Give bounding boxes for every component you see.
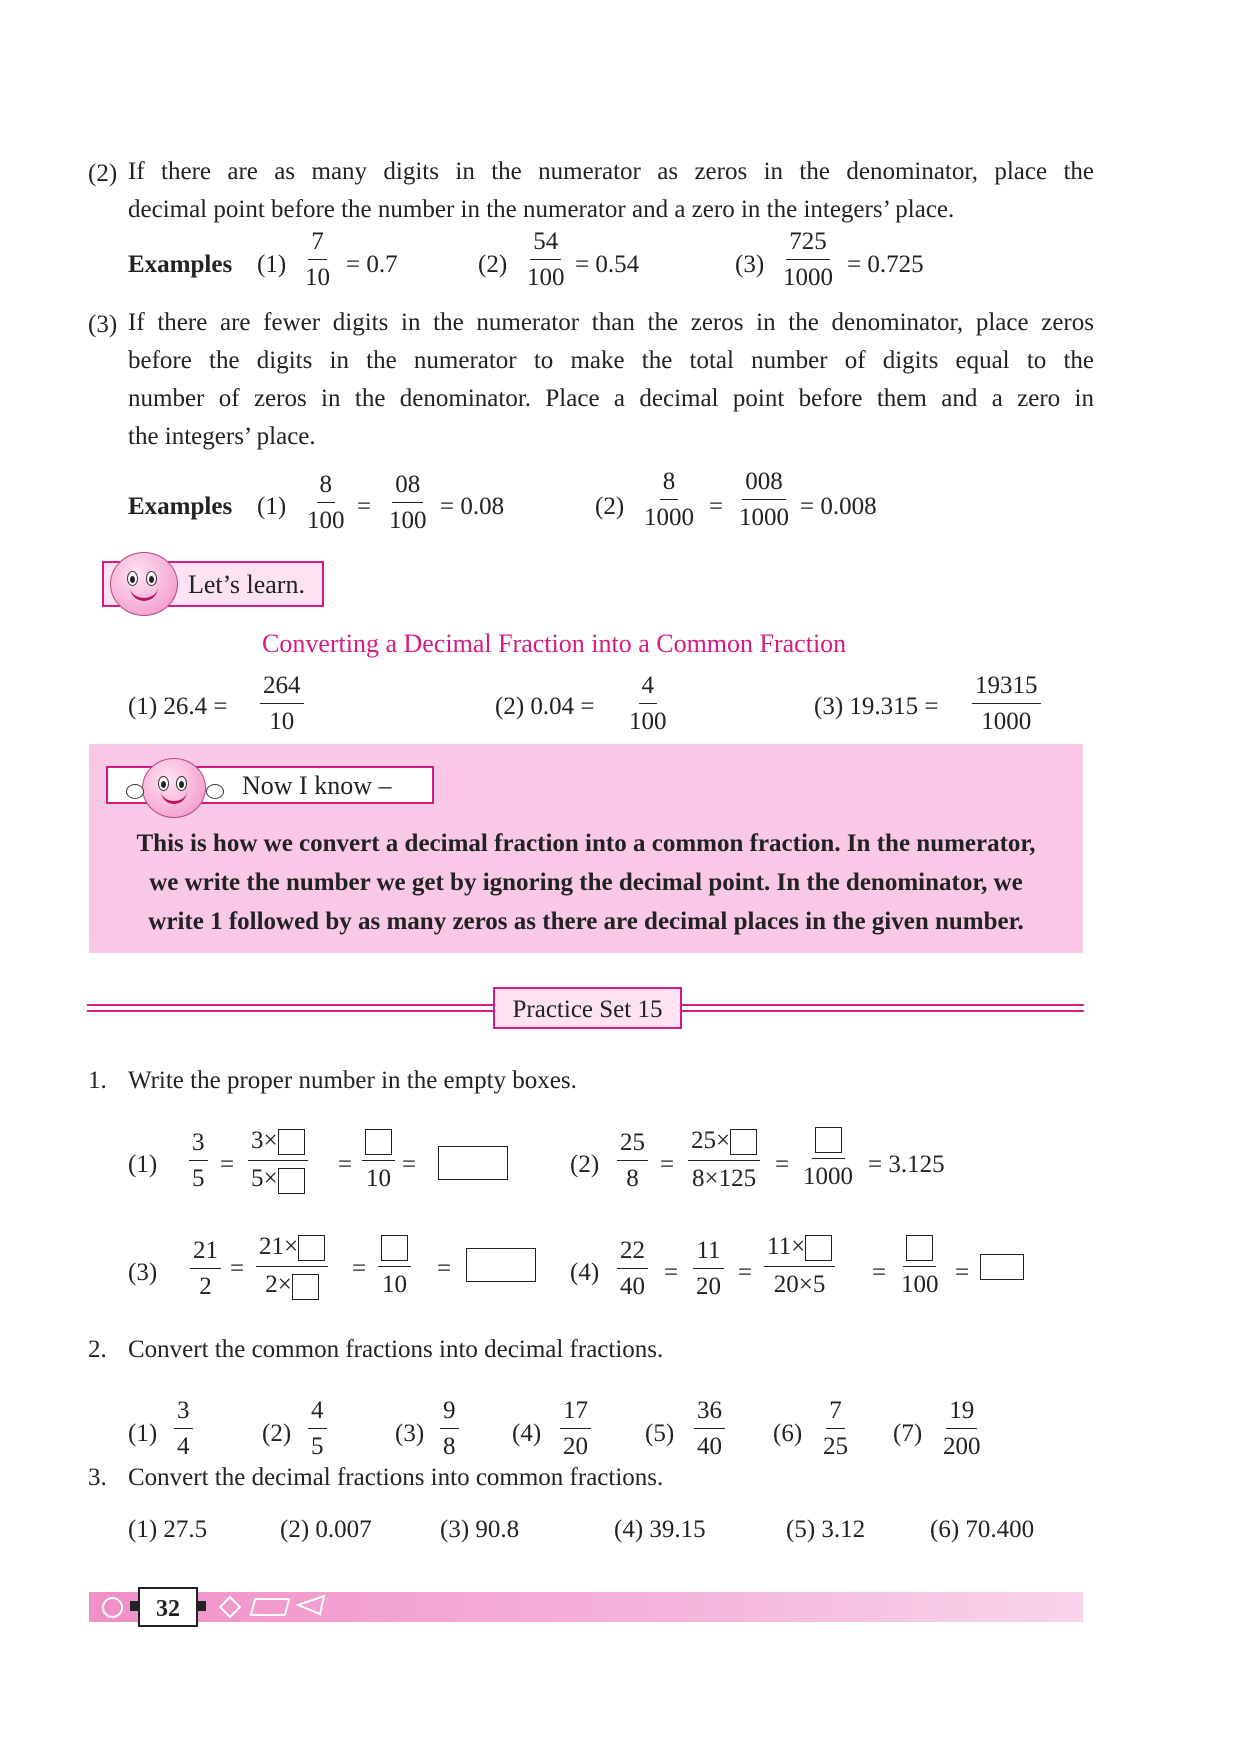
answer-box[interactable] — [730, 1129, 757, 1155]
denominator: 200 — [943, 1433, 981, 1460]
q3-number: 3. — [88, 1464, 107, 1491]
denominator: 10 — [305, 264, 330, 291]
q1-part2-fraction-a — [617, 1130, 648, 1191]
now-i-know-line2: we write the number we get by ignoring the decimal point. In the denominator, we — [149, 869, 1023, 896]
q1-part4-fraction-b — [693, 1238, 724, 1299]
answer-box[interactable] — [381, 1235, 408, 1261]
practice-rule-left — [87, 1004, 493, 1012]
q2-item-label: (1) — [128, 1420, 158, 1447]
rule3-ex1-label: (1) — [257, 493, 287, 520]
rule2-line1: If there are as many digits in the numerator as zeros in the denominator, place the — [128, 158, 1094, 185]
q2-item-fraction — [560, 1398, 591, 1459]
denominator: 1000 — [644, 504, 694, 531]
equals-sign: = — [955, 1259, 970, 1286]
q3-item: (1) 27.5 — [128, 1516, 208, 1543]
numerator: 9 — [440, 1398, 459, 1429]
q2-item-fraction — [174, 1398, 193, 1459]
numerator: 3× — [251, 1127, 278, 1154]
denominator: 5× — [251, 1165, 278, 1193]
q2-item-fraction — [308, 1398, 327, 1459]
smiley-face-icon — [110, 552, 178, 616]
q1-part2-label: (2) — [570, 1151, 600, 1178]
numerator: 7 — [308, 229, 327, 260]
equals-sign: = — [709, 493, 724, 520]
rule2-ex3-label: (3) — [735, 251, 765, 278]
now-i-know-label: Now I know – — [242, 771, 392, 800]
denominator: 1000 — [981, 708, 1032, 735]
q1-part4-fraction-c — [764, 1234, 835, 1297]
denominator: 25 — [823, 1433, 848, 1460]
equals-sign: = — [660, 1151, 675, 1178]
rule2-ex1-result: = 0.7 — [346, 251, 398, 278]
denominator: 100 — [389, 507, 427, 534]
q1-part4-fraction-d — [898, 1234, 942, 1297]
numerator: 008 — [742, 469, 786, 500]
numerator: 7 — [826, 1398, 845, 1429]
rule2-ex1-fraction — [302, 229, 333, 290]
q1-number: 1. — [88, 1067, 107, 1094]
numerator: 19 — [946, 1398, 977, 1429]
rule2-number: (2) — [88, 160, 118, 187]
convert-item-3-fraction — [972, 673, 1041, 734]
lets-learn-label: Let’s learn. — [188, 570, 305, 599]
q3-item: (2) 0.007 — [280, 1516, 372, 1543]
denominator: 5 — [311, 1433, 324, 1460]
page-number: 32 — [156, 1596, 180, 1622]
denominator: 4 — [177, 1433, 190, 1460]
numerator: 19315 — [972, 673, 1041, 704]
rule3-ex2-label: (2) — [595, 493, 625, 520]
numerator: 21 — [190, 1238, 221, 1269]
numerator: 3 — [189, 1130, 208, 1161]
q2-number: 2. — [88, 1336, 107, 1363]
denominator: 5 — [192, 1165, 205, 1192]
rule2-ex2-label: (2) — [478, 251, 508, 278]
answer-box[interactable] — [278, 1168, 305, 1194]
rule3-ex2-result: = 0.008 — [800, 493, 877, 520]
q1-part3-fraction-c — [378, 1234, 411, 1297]
denominator: 100 — [307, 507, 345, 534]
q2-item-label: (2) — [262, 1420, 292, 1447]
q2-item-label: (3) — [395, 1420, 425, 1447]
equals-sign: = — [738, 1259, 753, 1286]
q2-item-fraction — [940, 1398, 984, 1459]
equals-sign: = — [872, 1259, 887, 1286]
answer-box[interactable] — [292, 1274, 319, 1300]
q1-part3-fraction-b — [256, 1234, 328, 1300]
rule2-ex2-result: = 0.54 — [575, 251, 640, 278]
denominator: 1000 — [783, 264, 833, 291]
q2-item-label: (7) — [893, 1420, 923, 1447]
q2-text: Convert the common fractions into decimal fractions. — [128, 1336, 664, 1363]
equals-sign: = — [220, 1151, 235, 1178]
equals-sign: = — [352, 1255, 367, 1282]
rule2-ex2-fraction — [524, 229, 568, 290]
practice-set-title: Practice Set 15 — [512, 996, 663, 1023]
denominator: 2 — [199, 1273, 212, 1300]
q1-text: Write the proper number in the empty boxes. — [128, 1067, 577, 1094]
numerator: 264 — [260, 673, 304, 704]
equals-sign: = — [402, 1151, 417, 1178]
convert-item-1-label: (1) 26.4 = — [128, 693, 228, 720]
rule3-line2: before the digits in the numerator to make the total number of digits equal to the — [128, 347, 1094, 374]
denominator: 20×5 — [773, 1271, 826, 1299]
denominator: 20 — [563, 1433, 588, 1460]
answer-box[interactable] — [906, 1235, 933, 1261]
now-i-know-line3: write 1 followed by as many zeros as there are decimal places in the given number. — [148, 908, 1024, 935]
q1-part2-fraction-b — [688, 1128, 760, 1191]
q1-part1-label: (1) — [128, 1151, 158, 1178]
rule2-ex1-label: (1) — [257, 251, 287, 278]
numerator: 21× — [259, 1233, 299, 1260]
q2-item-label: (4) — [512, 1420, 542, 1447]
now-i-know-line1: This is how we convert a decimal fraction into a common fraction. In the numerator, — [136, 830, 1036, 857]
denominator: 8 — [443, 1433, 456, 1460]
denominator: 10 — [366, 1165, 391, 1193]
rule2-ex3-result: = 0.725 — [847, 251, 924, 278]
denominator: 20 — [696, 1273, 721, 1300]
q3-item: (5) 3.12 — [786, 1516, 866, 1543]
equals-sign: = — [338, 1151, 353, 1178]
q2-item-fraction — [820, 1398, 851, 1459]
equals-sign: = — [775, 1151, 790, 1178]
rule3-number: (3) — [88, 311, 118, 338]
denominator: 8×125 — [692, 1165, 757, 1193]
parallelogram-shape-icon — [250, 1598, 291, 1616]
q1-part1-fraction-c — [362, 1128, 395, 1191]
equals-sign: = — [357, 493, 372, 520]
answer-box[interactable] — [815, 1127, 842, 1153]
q3-item: (4) 39.15 — [614, 1516, 706, 1543]
numerator: 36 — [694, 1398, 725, 1429]
numerator: 25× — [691, 1127, 731, 1154]
numerator: 22 — [617, 1238, 648, 1269]
denominator: 100 — [901, 1271, 939, 1299]
numerator: 8 — [317, 472, 336, 503]
smiley-face-waving-icon — [142, 758, 206, 818]
equals-sign: = — [664, 1259, 679, 1286]
q1-part4-fraction-a — [617, 1238, 648, 1299]
rule3-line3: number of zeros in the denominator. Place a decimal point before them and a zero in — [128, 385, 1094, 412]
q3-text: Convert the decimal fractions into common fractions. — [128, 1464, 664, 1491]
rule3-line1: If there are fewer digits in the numerator than the zeros in the denominator, place zeros — [128, 309, 1094, 336]
numerator: 11× — [767, 1233, 806, 1260]
numerator: 725 — [786, 229, 830, 260]
denominator: 100 — [629, 708, 667, 735]
right-hand-icon — [206, 784, 224, 799]
q1-part1-fraction-a — [189, 1130, 208, 1191]
denominator: 100 — [527, 264, 565, 291]
section-heading: Converting a Decimal Fraction into a Common Fraction — [262, 629, 847, 658]
denominator: 1000 — [739, 504, 789, 531]
q1-part4-label: (4) — [570, 1259, 600, 1286]
rule3-ex1-fraction-a — [304, 472, 348, 533]
answer-box[interactable] — [298, 1235, 325, 1261]
square-bullet-left — [130, 1601, 138, 1611]
denominator: 2× — [265, 1271, 292, 1299]
rule3-examples-label: Examples — [128, 493, 233, 520]
convert-item-2-label: (2) 0.04 = — [495, 693, 595, 720]
denominator: 40 — [697, 1433, 722, 1460]
numerator: 08 — [392, 472, 423, 503]
q1-part2-result: = 3.125 — [868, 1151, 945, 1178]
numerator: 17 — [560, 1398, 591, 1429]
rule2-line2: decimal point before the number in the numerator and a zero in the integers’ place. — [128, 196, 955, 223]
q2-item-fraction — [440, 1398, 459, 1459]
rule3-ex2-fraction-a — [641, 469, 697, 530]
equals-sign: = — [230, 1255, 245, 1282]
numerator: 8 — [660, 469, 679, 500]
denominator: 40 — [620, 1273, 645, 1300]
denominator: 8 — [626, 1165, 639, 1192]
convert-item-2-fraction — [626, 673, 670, 734]
numerator: 11 — [693, 1238, 723, 1269]
square-bullet-right — [198, 1601, 206, 1611]
answer-box-wide[interactable] — [438, 1146, 508, 1180]
q3-item: (3) 90.8 — [440, 1516, 520, 1543]
answer-box-wide[interactable] — [466, 1248, 536, 1282]
numerator: 54 — [530, 229, 561, 260]
convert-item-3-label: (3) 19.315 = — [814, 693, 939, 720]
answer-box[interactable] — [805, 1235, 832, 1261]
rule3-ex2-fraction-b — [736, 469, 792, 530]
answer-box[interactable] — [278, 1129, 305, 1155]
q2-item-label: (5) — [645, 1420, 675, 1447]
numerator: 4 — [308, 1398, 327, 1429]
q1-part1-fraction-b — [248, 1128, 308, 1194]
answer-box-wide[interactable] — [980, 1254, 1024, 1280]
q1-part3-label: (3) — [128, 1259, 158, 1286]
q1-part2-fraction-c — [800, 1126, 856, 1189]
denominator: 10 — [382, 1271, 407, 1299]
q2-item-label: (6) — [773, 1420, 803, 1447]
q3-item: (6) 70.400 — [930, 1516, 1035, 1543]
answer-box[interactable] — [365, 1129, 392, 1155]
numerator: 25 — [617, 1130, 648, 1161]
numerator: 3 — [174, 1398, 193, 1429]
practice-rule-right — [682, 1004, 1084, 1012]
equals-sign: = — [437, 1255, 452, 1282]
triangle-shape-icon — [296, 1594, 326, 1623]
denominator: 10 — [269, 708, 295, 735]
rule2-examples-label: Examples — [128, 251, 233, 278]
denominator: 1000 — [803, 1163, 853, 1191]
rule2-ex3-fraction — [780, 229, 836, 290]
left-hand-icon — [126, 784, 144, 799]
q1-part3-fraction-a — [190, 1238, 221, 1299]
convert-item-1-fraction — [260, 673, 304, 734]
q2-item-fraction — [694, 1398, 725, 1459]
numerator: 4 — [639, 673, 658, 704]
circle-shape-icon — [102, 1597, 123, 1618]
rule3-ex1-fraction-b — [386, 472, 430, 533]
rule3-line4: the integers’ place. — [128, 423, 316, 450]
rule3-ex1-result: = 0.08 — [440, 493, 505, 520]
